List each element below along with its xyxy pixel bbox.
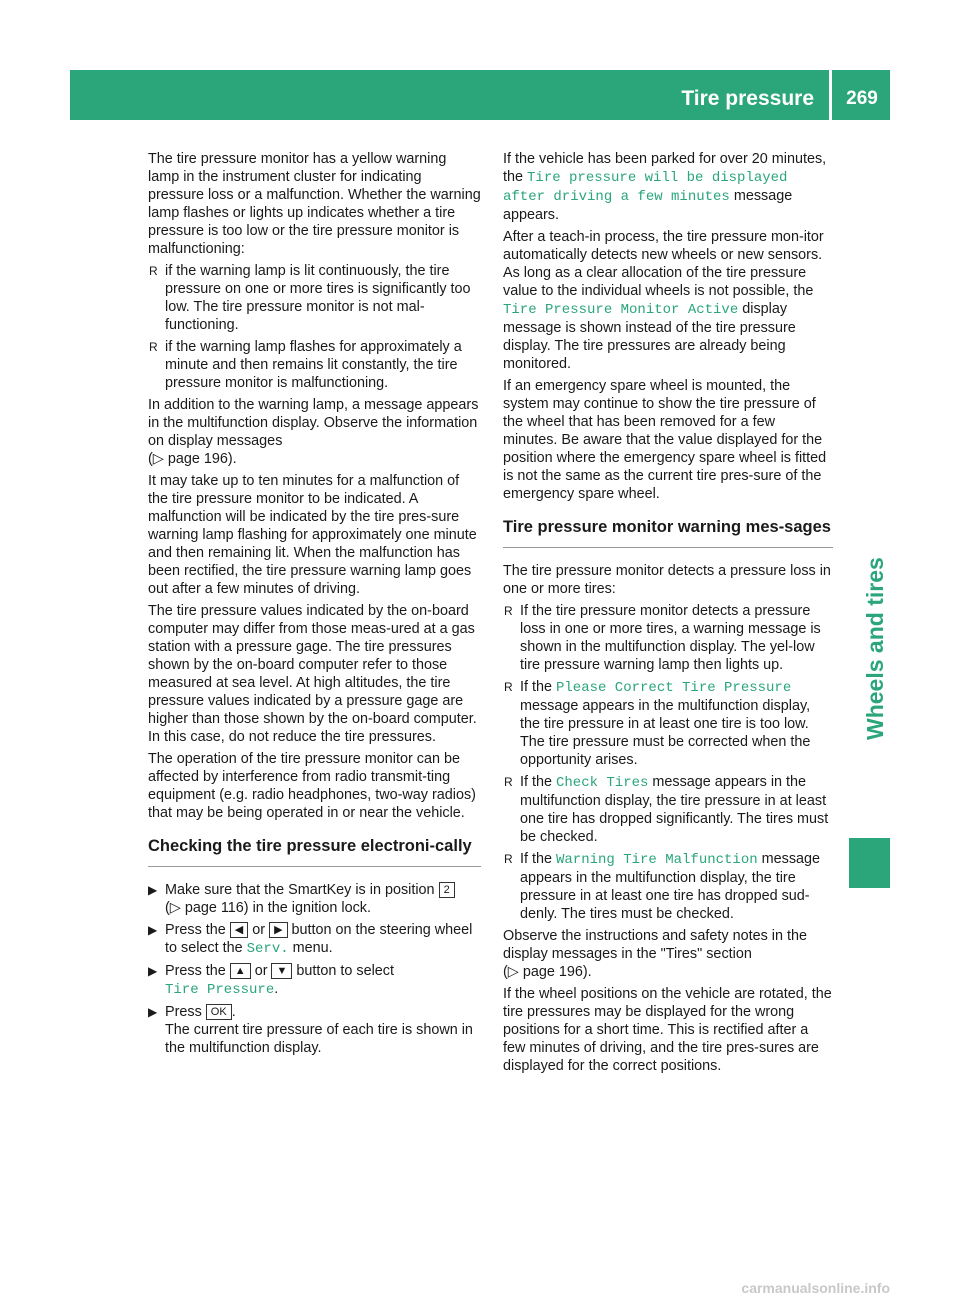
right-column bbox=[503, 150, 833, 1079]
page-reference-link[interactable]: (▷ page 196). bbox=[503, 964, 592, 980]
chapter-tab-label: Wheels and tires bbox=[862, 557, 888, 740]
paragraph: If an emergency spare wheel is mounted, the system may continue to show the tire pressure of the wheel that has been removed for a few minutes. Be aware that the value displayed for the position where the emergency spare wheel is fitted is not the same as the current tire pres-sure of the emergency spare wheel. bbox=[503, 378, 827, 502]
step-arrow-icon: ▶ bbox=[148, 923, 158, 937]
instruction-step: ▶ Press the ▲ or ▼ button to select Tire Pressure. bbox=[148, 963, 394, 998]
up-button-icon: ▲ bbox=[230, 963, 251, 979]
bullet-marker: R bbox=[504, 680, 513, 694]
bullet-item: R If the tire pressure monitor detects a pressure loss in one or more tires, a warning message is shown in the multifunction display. The yel-low tire pressure warning lamp then lights up. bbox=[504, 603, 821, 673]
instruction-step: ▶ Press the ◀ or ▶ button on the steering wheel to select the Serv. menu. bbox=[148, 922, 473, 957]
display-text: Please Correct Tire Pressure bbox=[556, 680, 792, 696]
paragraph: It may take up to ten minutes for a malfunction of the tire pressure monitor to be indicated. A malfunction will be indicated by the tire pres-sure warning lamp flashing for approximately one minute and then remaining lit. When the malfunction has been rectified, the tire pressure warning lamp goes out after a few minutes of driving. bbox=[148, 473, 477, 597]
display-text: Warning Tire Malfunction bbox=[556, 852, 758, 868]
paragraph: The tire pressure monitor has a yellow warning lamp in the instrument cluster for indicating pressure loss or a malfunction. Whether the warning lamp flashes or lights up indicates whether a tire pressure is too low or the tire pressure monitor is malfunctioning: bbox=[148, 151, 481, 257]
paragraph: If the vehicle has been parked for over 20 minutes, the Tire pressure will be displayed after driving a few minutes message appears. bbox=[503, 151, 827, 223]
display-text: Tire pressure will be displayed after driving a few minutes bbox=[503, 170, 788, 205]
watermark: carmanualsonline.info bbox=[741, 1280, 890, 1296]
section-heading: Tire pressure monitor warning mes-sages bbox=[503, 517, 833, 548]
page-number: 269 bbox=[846, 88, 878, 109]
paragraph: In addition to the warning lamp, a message appears in the multifunction display. Observe the information on display messages (▷ page 196). bbox=[148, 397, 479, 467]
step-arrow-icon: ▶ bbox=[148, 964, 158, 978]
bullet-item: R If the Please Correct Tire Pressure message appears in the multifunction display, the tire pressure in at least one tire is too low. The tire pressure must be corrected when the opportunity arises. bbox=[504, 679, 811, 768]
bullet-marker: R bbox=[504, 604, 513, 618]
bullet-marker: R bbox=[149, 264, 158, 278]
step-arrow-icon: ▶ bbox=[148, 1005, 158, 1019]
paragraph: Observe the instructions and safety notes in the display messages in the "Tires" section (▷ page 196). bbox=[503, 928, 807, 980]
bullet-marker: R bbox=[149, 340, 158, 354]
header-divider bbox=[829, 70, 832, 120]
left-column bbox=[148, 150, 481, 1061]
section-title: Tire pressure bbox=[681, 87, 814, 110]
bullet-item: R If the Check Tires message appears in the multifunction display, the tire pressure in at least one tire has dropped significantly. The tires must be checked. bbox=[504, 774, 829, 845]
page-header bbox=[70, 70, 890, 120]
display-text: Serv. bbox=[246, 941, 289, 957]
bullet-marker: R bbox=[504, 852, 513, 866]
right-button-icon: ▶ bbox=[269, 922, 287, 938]
ok-button-icon: OK bbox=[206, 1004, 232, 1020]
bullet-marker: R bbox=[504, 775, 513, 789]
paragraph: If the wheel positions on the vehicle are rotated, the tire pressures may be displayed for the wrong positions for a short time. This is rectified after a few minutes of driving, and the tire pres-sures are displayed for the correct positions. bbox=[503, 986, 832, 1074]
display-text: Tire Pressure bbox=[165, 982, 275, 998]
left-button-icon: ◀ bbox=[230, 922, 248, 938]
paragraph: The tire pressure monitor detects a pressure loss in one or more tires: bbox=[503, 563, 831, 597]
bullet-item: R If the Warning Tire Malfunction message appears in the multifunction display, the tire pressure in at least one tire has dropped sud-denly. The tires must be checked. bbox=[504, 851, 821, 922]
section-heading: Checking the tire pressure electroni-cally bbox=[148, 836, 481, 867]
bullet-item: R if the warning lamp flashes for approximately a minute and then remains lit constantly, the tire pressure monitor is malfunctioning. bbox=[149, 339, 462, 391]
chapter-tab-marker bbox=[849, 838, 890, 888]
instruction-step: ▶ Press OK . The current tire pressure of each tire is shown in the multifunction display. bbox=[148, 1004, 473, 1056]
key-position-icon: 2 bbox=[439, 882, 455, 898]
page-reference-link[interactable]: (▷ page 196). bbox=[148, 451, 237, 467]
bullet-item: R if the warning lamp is lit continuously, the tire pressure on one or more tires is significantly too low. The tire pressure monitor is not mal-functioning. bbox=[149, 263, 471, 333]
page-reference-link[interactable]: (▷ page 116) in the ignition lock. bbox=[165, 900, 371, 916]
paragraph: After a teach-in process, the tire pressure mon-itor automatically detects new wheels or new sensors. As long as a clear allocation of the tire pressure value to the individual wheels is not possible, the Tire Pressure Monitor Active display message is shown instead of the tire pressure display. The tire pressures are already being monitored. bbox=[503, 229, 824, 372]
paragraph: The operation of the tire pressure monitor can be affected by interference from radio transmit-ting equipment (e.g. radio headphones, two-way radios) that may be being operated in or near the vehicle. bbox=[148, 751, 476, 821]
display-text: Tire Pressure Monitor Active bbox=[503, 302, 739, 318]
instruction-step: ▶ Make sure that the SmartKey is in position 2 (▷ page 116) in the ignition lock. bbox=[148, 881, 481, 917]
display-text: Check Tires bbox=[556, 775, 649, 791]
down-button-icon: ▼ bbox=[271, 963, 292, 979]
paragraph: The tire pressure values indicated by the on-board computer may differ from those meas-ured at a gas station with a pressure gage. The tire pressures shown by the on-board computer refer to those measured at sea level. At high altitudes, the tire pressure values indicated by a pressure gage are higher than those shown by the on-board computer. In this case, do not reduce the tire pressures. bbox=[148, 603, 477, 745]
step-arrow-icon: ▶ bbox=[148, 883, 158, 897]
